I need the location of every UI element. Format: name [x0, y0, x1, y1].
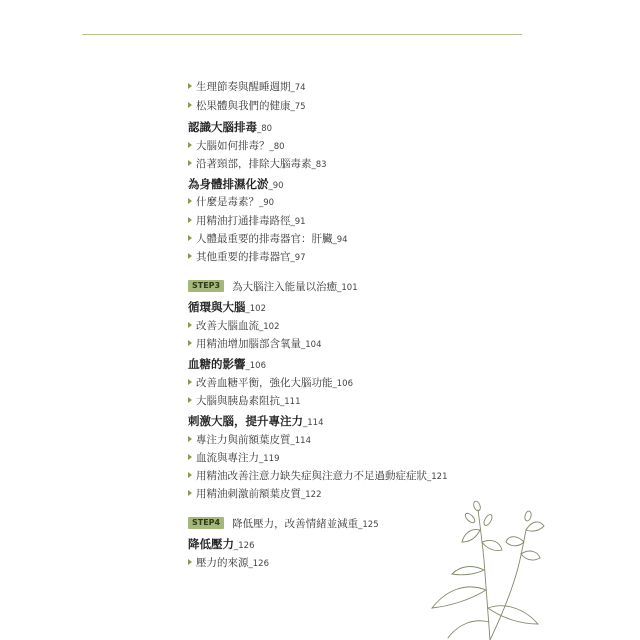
toc-heading[interactable]: 刺激大腦，提升專注力_114 [188, 414, 324, 428]
step-badge: STEP4 [188, 517, 224, 529]
toc-entry[interactable]: 生理節奏與醒睡週期_74 [188, 82, 306, 93]
triangle-bullet-icon [188, 454, 192, 460]
toc-entry[interactable]: 用精油刺激前額葉皮質_122 [188, 489, 321, 500]
triangle-bullet-icon [188, 198, 192, 204]
toc-heading[interactable]: 循環與大腦_102 [188, 300, 266, 314]
triangle-bullet-icon [188, 235, 192, 241]
triangle-bullet-icon [188, 436, 192, 442]
toc-entry[interactable]: 其他重要的排毒器官_97 [188, 252, 306, 263]
toc-entry[interactable]: 血流與專注力_119 [188, 453, 279, 464]
toc-entry[interactable]: 大腦如何排毒？_80 [188, 141, 285, 152]
triangle-bullet-icon [188, 490, 192, 496]
toc-heading[interactable]: 降低壓力_126 [188, 537, 255, 551]
toc-entry[interactable]: 改善血糖平衡，強化大腦功能_106 [188, 378, 353, 389]
triangle-bullet-icon [188, 322, 192, 328]
triangle-bullet-icon [188, 472, 192, 478]
toc-entry[interactable]: 改善大腦血流_102 [188, 321, 279, 332]
toc-entry[interactable]: 用精油打通排毒路徑_91 [188, 216, 306, 227]
triangle-bullet-icon [188, 253, 192, 259]
triangle-bullet-icon [188, 83, 192, 89]
toc-entry[interactable]: 什麼是毒素？_90 [188, 197, 274, 208]
triangle-bullet-icon [188, 102, 192, 108]
toc-entry[interactable]: 用精油增加腦部含氧量_104 [188, 339, 321, 350]
toc-heading[interactable]: 認識大腦排毒_80 [188, 120, 273, 134]
toc-entry[interactable]: 用精油改善注意力缺失症與注意力不足過動症症狀_121 [188, 471, 447, 482]
toc-heading[interactable]: 為身體排濕化淤_90 [188, 177, 284, 191]
toc-entry[interactable]: 人體最重要的排毒器官：肝臟_94 [188, 234, 348, 245]
triangle-bullet-icon [188, 559, 192, 565]
step-badge: STEP3 [188, 280, 224, 292]
triangle-bullet-icon [188, 379, 192, 385]
triangle-bullet-icon [188, 397, 192, 403]
toc-entry[interactable]: 壓力的來源_126 [188, 558, 269, 569]
triangle-bullet-icon [188, 340, 192, 346]
toc-step[interactable]: STEP3 為大腦注入能量以治癒_101 [188, 281, 358, 293]
toc-entry[interactable]: 大腦與胰島素阻抗_111 [188, 396, 300, 407]
triangle-bullet-icon [188, 217, 192, 223]
triangle-bullet-icon [188, 160, 192, 166]
toc-entry[interactable]: 松果體與我們的健康_75 [188, 101, 306, 112]
triangle-bullet-icon [188, 142, 192, 148]
toc-step[interactable]: STEP4 降低壓力，改善情緒並減重_125 [188, 518, 379, 530]
plant-illustration [420, 490, 560, 640]
toc-entry[interactable]: 沿著頸部，排除大腦毒素_83 [188, 159, 327, 170]
toc-heading[interactable]: 血糖的影響_106 [188, 357, 266, 371]
toc-entry[interactable]: 專注力與前額葉皮質_114 [188, 435, 311, 446]
